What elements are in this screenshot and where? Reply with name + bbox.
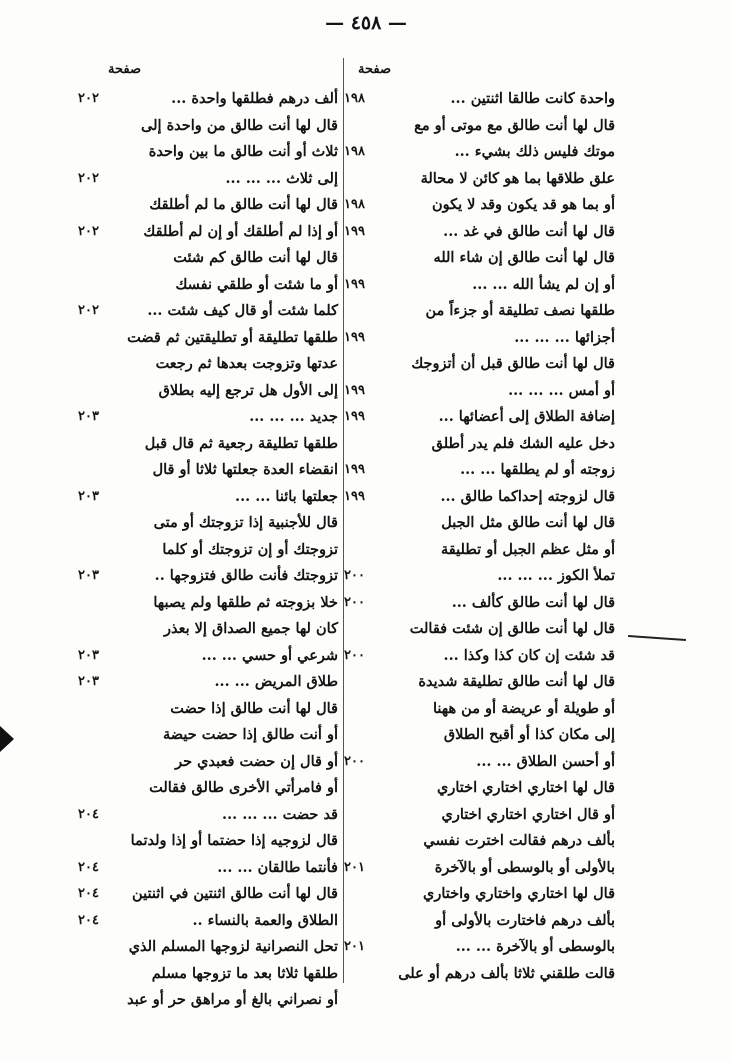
index-entry xyxy=(148,139,338,166)
entry-page-number: ١٩٩ xyxy=(344,462,365,477)
entry-text: تزوجتك أو إن تزوجتك أو كلما xyxy=(162,540,338,558)
entry-text: واحدة كانت طالقا اثنتين ... xyxy=(450,90,615,107)
entry-page-number: ١٩٨ xyxy=(344,144,365,159)
entry-text: طلقها تطليقة أو تطليقتين ثم قضت xyxy=(127,328,338,346)
entry-text: أو إن لم يشأ الله ... ... xyxy=(472,275,615,293)
index-entry xyxy=(127,325,338,352)
entry-text: كان لها جميع الصداق إلا بعذر xyxy=(163,620,338,637)
margin-arrow-mark xyxy=(0,726,14,752)
index-entry xyxy=(144,431,338,458)
entry-text: الطلاق والعمة بالنساء .. xyxy=(192,911,338,929)
entry-text: ألف درهم فطلقها واحدة ... xyxy=(171,90,338,107)
entry-page-number: ٢٠٤ xyxy=(78,886,99,901)
entry-text: طلقها ثلاثا بعد ما تزوجها مسلم xyxy=(151,964,338,982)
index-entry xyxy=(78,643,338,670)
index-entry xyxy=(420,828,615,855)
left-column-header: صفحة xyxy=(108,62,141,77)
entry-text: قال للأجنبية إذا تزوجتك أو متى xyxy=(153,514,338,531)
index-entry xyxy=(420,722,615,749)
index-entry xyxy=(344,484,615,511)
index-entry xyxy=(152,590,338,617)
index-entry xyxy=(344,457,615,484)
entry-text: أو أحسن الطلاق ... ... xyxy=(476,752,615,770)
entry-page-number: ٢٠٠ xyxy=(344,647,365,663)
entry-page-number: ٢٠٣ xyxy=(78,409,99,424)
index-entry xyxy=(152,961,338,988)
entry-text: زوجته أو لم يطلقها ... ... xyxy=(460,461,615,478)
entry-text: طلقها تطليقة رجعية ثم قال قبل xyxy=(144,434,338,452)
entry-text: بالوسطى أو بالآخرة ... ... xyxy=(455,938,615,955)
index-entry xyxy=(78,404,338,431)
entry-text: أو ما شئت أو طلقي نفسك xyxy=(175,275,338,293)
entry-text: إلى الأول هل ترجع إليه بطلاق xyxy=(158,381,338,399)
entry-page-number: ٢٠٣ xyxy=(78,674,99,689)
index-entry xyxy=(411,351,615,378)
entry-page-number: ٢٠٢ xyxy=(78,170,99,186)
index-entry xyxy=(344,139,615,166)
entry-text: قال لها أنت طالق إن شاء الله xyxy=(433,249,615,266)
entry-text: تحل النصرانية لزوجها المسلم الذي xyxy=(128,938,338,955)
index-entry xyxy=(149,775,338,802)
entry-text: أو قال اختاري اختاري اختاري xyxy=(441,805,615,823)
index-left-column xyxy=(78,86,338,1014)
index-entry xyxy=(152,722,338,749)
entry-text: أو طويلة أو عريضة أو من ههنا xyxy=(433,699,615,717)
entry-page-number: ٢٠٣ xyxy=(78,568,99,583)
entry-text: قال لها اختاري واختاري واختاري xyxy=(422,885,615,902)
entry-text: أجزائها ... ... ... xyxy=(514,328,615,346)
entry-text: قد حضت ... ... ... xyxy=(222,805,338,823)
index-entry xyxy=(78,219,338,246)
index-entry xyxy=(420,431,615,458)
entry-page-number: ١٩٨ xyxy=(344,197,365,212)
index-entry xyxy=(78,484,338,511)
entry-page-number: ١٩٨ xyxy=(344,91,365,106)
index-entry xyxy=(78,86,338,113)
entry-page-number: ٢٠٣ xyxy=(78,488,99,504)
entry-text: قال لها أنت طالق إن شئت فقالت xyxy=(409,620,615,637)
entry-text: قال لزوجته إحداكما طالق ... xyxy=(440,487,615,505)
index-entry xyxy=(140,113,338,140)
entry-page-number: ٢٠٤ xyxy=(78,859,99,875)
entry-text: فأنتما طالقان ... ... xyxy=(217,858,338,876)
entry-page-number: ٢٠١ xyxy=(344,859,365,875)
entry-text: إلى ثلاث ... ... ... xyxy=(225,169,338,187)
entry-text: موتك فليس ذلك بشيء ... xyxy=(454,143,615,160)
entry-text: طلاق المريض ... ... xyxy=(214,673,338,690)
entry-text: قال لها أنت طالق كألف ... xyxy=(451,593,615,611)
index-entry xyxy=(420,802,615,829)
entry-page-number: ٢٠٠ xyxy=(344,594,365,610)
index-entry xyxy=(152,351,338,378)
index-entry xyxy=(78,855,338,882)
index-entry xyxy=(152,616,338,643)
index-entry xyxy=(414,113,615,140)
entry-text: علق طلاقها بما هو كائن لا محالة xyxy=(420,169,615,187)
entry-text: قال لها أنت طالق اثنتين في اثنتين xyxy=(132,885,338,902)
entry-text: طلقها نصف تطليقة أو جزءاً من xyxy=(425,302,615,319)
entry-text: كلما شئت أو قال كيف شئت ... xyxy=(147,302,338,319)
entry-text: أو فامرأتي الأخرى طالق فقالت xyxy=(149,779,338,796)
index-entry xyxy=(420,669,615,696)
index-entry xyxy=(152,245,338,272)
index-right-column xyxy=(344,86,615,987)
index-entry xyxy=(420,298,615,325)
index-entry xyxy=(78,298,338,325)
index-entry xyxy=(152,510,338,537)
entry-page-number: ١٩٩ xyxy=(344,382,365,398)
entry-text: انقضاء العدة جعلتها ثلاثا أو قال xyxy=(152,461,338,478)
index-entry xyxy=(420,166,615,193)
entry-page-number: ٢٠٢ xyxy=(78,91,99,106)
entry-page-number: ٢٠٢ xyxy=(78,223,99,239)
index-entry xyxy=(420,775,615,802)
entry-text: أو مثل عظم الجبل أو تطليقة xyxy=(441,540,615,558)
margin-pen-stroke xyxy=(628,635,686,641)
index-entry xyxy=(344,219,615,246)
index-entry xyxy=(420,908,615,935)
entry-text: قال لها أنت طالق قبل أن أتزوجك xyxy=(411,355,615,372)
index-entry xyxy=(344,563,615,590)
entry-page-number: ١٩٩ xyxy=(344,409,365,424)
page-number: — ٤٥٨ — xyxy=(325,12,407,34)
entry-page-number: ٢٠٠ xyxy=(344,753,365,769)
entry-text: قال لها أنت طالق ما لم أطلقك xyxy=(149,196,338,213)
index-entry xyxy=(420,696,615,723)
index-entry xyxy=(344,378,615,405)
entry-text: قال لها أنت طالق كم شئت xyxy=(173,249,338,266)
entry-text: شرعي أو حسي ... ... xyxy=(201,646,338,664)
index-entry xyxy=(344,272,615,299)
entry-text: تملأ الكوز ... ... ... xyxy=(497,567,615,584)
entry-text: أو قال إن حضت فعبدي حر xyxy=(175,752,338,770)
entry-page-number: ١٩٩ xyxy=(344,223,365,239)
index-entry xyxy=(152,457,338,484)
entry-page-number: ١٩٩ xyxy=(344,276,365,292)
index-entry xyxy=(152,696,338,723)
entry-text: قال لها أنت طالق مع موتى أو مع xyxy=(414,116,615,134)
entry-text: قد شئت إن كان كذا وكذا ... xyxy=(443,646,615,664)
entry-text: أو نصراني بالغ أو مراهق حر أو عبد xyxy=(127,991,338,1008)
index-entry xyxy=(344,192,615,219)
entry-page-number: ١٩٩ xyxy=(344,329,365,345)
entry-text: قالت طلقني ثلاثا بألف درهم أو على xyxy=(398,964,615,982)
index-entry xyxy=(344,934,615,961)
entry-text: قال لها أنت طالق إذا حضت xyxy=(170,699,338,717)
entry-page-number: ٢٠٣ xyxy=(78,647,99,663)
right-column-header: صفحة xyxy=(358,62,391,77)
index-entry xyxy=(78,908,338,935)
index-entry xyxy=(78,563,338,590)
entry-text: إضافة الطلاق إلى أعضائها ... xyxy=(438,408,615,425)
index-entry xyxy=(78,881,338,908)
index-entry xyxy=(152,272,338,299)
index-entry xyxy=(78,802,338,829)
entry-text: عدتها وتزوجت بعدها ثم رجعت xyxy=(155,355,338,372)
entry-page-number: ١٩٩ xyxy=(344,488,365,504)
index-entry xyxy=(398,961,615,988)
entry-page-number: ٢٠٠ xyxy=(344,568,365,583)
entry-text: ثلاث أو أنت طالق ما بين واحدة xyxy=(148,143,338,160)
entry-text: قال لها أنت طالق من واحدة إلى xyxy=(140,116,338,134)
entry-page-number: ٢٠٤ xyxy=(78,912,99,928)
entry-text: بألف درهم فاختارت بالأولى أو xyxy=(435,911,615,929)
entry-page-number: ٢٠١ xyxy=(344,939,365,954)
index-entry xyxy=(130,828,338,855)
index-entry xyxy=(149,192,338,219)
entry-text: خلا بزوجته ثم طلقها ولم يصبها xyxy=(153,593,338,611)
index-entry xyxy=(344,855,615,882)
index-entry xyxy=(152,378,338,405)
index-entry xyxy=(344,590,615,617)
entry-text: قال لها أنت طالق في غد ... xyxy=(443,222,615,240)
entry-text: قال لها أنت طالق مثل الجبل xyxy=(441,514,615,531)
entry-text: قال لها اختاري اختاري اختاري xyxy=(436,779,615,796)
index-entry xyxy=(78,669,338,696)
index-entry xyxy=(344,749,615,776)
entry-text: قال لها أنت طالق تطليقة شديدة xyxy=(418,673,615,690)
entry-text: أو أنت طالق إذا حضت حيضة xyxy=(162,726,338,743)
index-entry xyxy=(420,510,615,537)
index-entry xyxy=(420,537,615,564)
index-entry xyxy=(152,749,338,776)
index-entry xyxy=(420,881,615,908)
index-entry xyxy=(152,537,338,564)
index-entry xyxy=(344,86,615,113)
entry-text: دخل عليه الشك فلم يدر أطلق xyxy=(431,434,615,452)
index-entry xyxy=(409,616,615,643)
entry-text: أو أمس ... ... ... xyxy=(508,381,615,399)
entry-text: أو بما هو قد يكون وقد لا يكون xyxy=(431,196,615,213)
entry-page-number: ٢٠٢ xyxy=(78,303,99,318)
index-entry xyxy=(344,643,615,670)
index-entry xyxy=(344,404,615,431)
index-entry xyxy=(78,166,338,193)
entry-text: بالأولى أو بالوسطى أو بالآخرة xyxy=(434,858,615,876)
index-entry xyxy=(420,245,615,272)
entry-text: بألف درهم فقالت اخترت نفسي xyxy=(423,832,615,849)
index-entry xyxy=(344,325,615,352)
entry-text: قال لزوجيه إذا حضتما أو إذا ولدتما xyxy=(130,832,338,849)
entry-text: تزوجتك فأنت طالق فتزوجها .. xyxy=(154,567,338,584)
entry-text: إلى مكان كذا أو أقبح الطلاق xyxy=(443,726,615,743)
index-entry xyxy=(127,987,338,1014)
entry-text: أو إذا لم أطلقك أو إن لم أطلقك xyxy=(143,222,338,240)
index-entry xyxy=(128,934,338,961)
entry-text: جعلتها بائنا ... ... xyxy=(235,487,338,505)
entry-text: جديد ... ... ... xyxy=(249,408,338,425)
entry-page-number: ٢٠٤ xyxy=(78,806,99,822)
